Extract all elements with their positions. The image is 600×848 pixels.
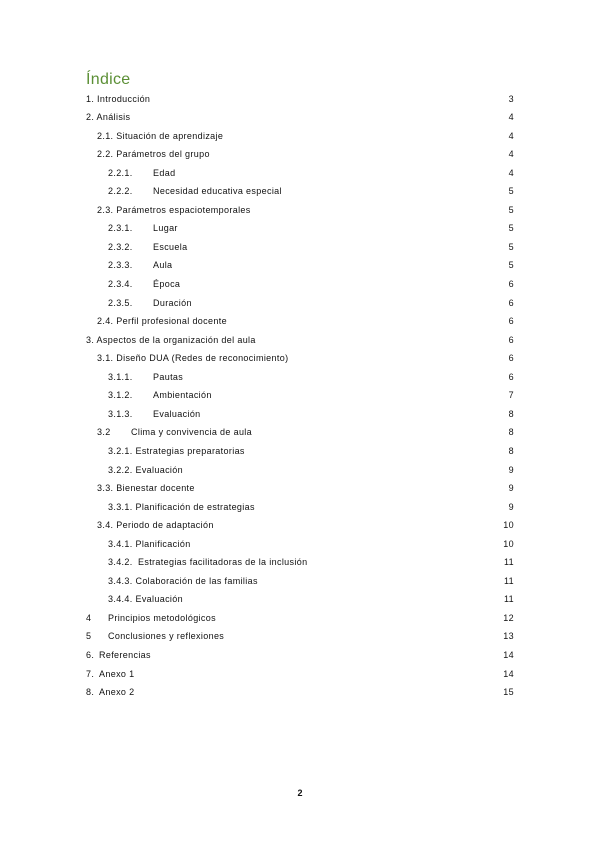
toc-entry-3-4-3[interactable] [0,574,600,588]
toc-number: 2.3. Parámetros espaciotemporales [97,205,251,215]
toc-page: 4 [508,112,514,122]
toc-number: 3.4.2. [108,557,133,567]
toc-number: 3.2.1. Estrategias preparatorias [108,446,245,456]
toc-number: 3.2.2. Evaluación [108,465,183,475]
toc-label: Época [153,279,181,289]
toc-entry-2-2-2[interactable] [0,184,600,198]
toc-entry-3-4-2[interactable] [0,555,600,569]
toc-entry-2-3-4[interactable] [0,277,600,291]
toc-number: 3.3. Bienestar docente [97,483,195,493]
toc-label: Edad [153,168,176,178]
toc-entry-7[interactable] [0,667,600,681]
toc-page: 5 [508,260,514,270]
toc-label: Ambientación [153,390,212,400]
toc-entry-3-1[interactable] [0,351,600,365]
toc-entry-3[interactable] [0,333,600,347]
toc-number: 2.1. Situación de aprendizaje [97,131,224,141]
toc-page: 13 [503,631,514,641]
toc-page: 6 [508,298,514,308]
toc-label: Clima y convivencia de aula [131,427,253,437]
toc-entry-2-4[interactable] [0,314,600,328]
toc-number: 2.3.1. [108,223,133,233]
toc-page: 4 [508,168,514,178]
toc-page: 14 [503,650,514,660]
toc-entry-5[interactable] [0,629,600,643]
toc-entry-2[interactable] [0,110,600,124]
toc-label: Evaluación [153,409,201,419]
toc-number: 2.3.5. [108,298,133,308]
toc-page: 5 [508,242,514,252]
toc-number: 3.4. Periodo de adaptación [97,520,214,530]
toc-entry-2-2[interactable] [0,147,600,161]
page-number: 2 [297,788,303,798]
toc-page: 8 [508,446,514,456]
toc-page: 9 [508,502,514,512]
toc-page: 6 [508,372,514,382]
toc-entry-3-4-1[interactable] [0,537,600,551]
toc-page: 10 [503,539,514,549]
toc-page: 4 [508,131,514,141]
toc-number: 2.2. Parámetros del grupo [97,149,210,159]
toc-number: 2.3.4. [108,279,133,289]
toc-label: Estrategias facilitadoras de la inclusión [138,557,308,567]
toc-number: 8. [86,687,95,697]
toc-label: Necesidad educativa especial [153,186,282,196]
toc-number: 7. [86,669,95,679]
toc-label: Referencias [99,650,151,660]
toc-entry-6[interactable] [0,648,600,662]
toc-page: 14 [503,669,514,679]
toc-label: Aula [153,260,173,270]
toc-page: 11 [503,576,514,586]
toc-page: 6 [508,335,514,345]
toc-entry-3-3-1[interactable] [0,500,600,514]
toc-number: 3.1.3. [108,409,133,419]
toc-entry-2-3[interactable] [0,203,600,217]
toc-page: 3 [508,94,514,104]
toc-label: Conclusiones y reflexiones [108,631,225,641]
toc-entry-3-4-4[interactable] [0,592,600,606]
toc-page: 9 [508,465,514,475]
toc-page: 15 [503,687,514,697]
toc-entry-2-2-1[interactable] [0,166,600,180]
toc-page: 6 [508,353,514,363]
toc-entry-3-2-1[interactable] [0,444,600,458]
toc-entry-3-2-2[interactable] [0,463,600,477]
toc-number: 2. Análisis [86,112,131,122]
toc-entry-2-3-1[interactable] [0,221,600,235]
toc-number: 3.4.1. Planificación [108,539,191,549]
toc-page: 8 [508,409,514,419]
toc-page: 10 [503,520,514,530]
toc-number: 2.2.2. [108,186,133,196]
toc-page: 9 [508,483,514,493]
toc-number: 3.1. Diseño DUA (Redes de reconocimiento) [97,353,289,363]
toc-entry-3-1-3[interactable] [0,407,600,421]
toc-number: 3.3.1. Planificación de estrategias [108,502,255,512]
toc-number: 3. Aspectos de la organización del aula [86,335,256,345]
toc-entry-2-3-3[interactable] [0,258,600,272]
toc-number: 4 [86,613,92,623]
toc-title: Índice [86,71,131,88]
toc-entry-4[interactable] [0,611,600,625]
toc-entry-3-1-1[interactable] [0,370,600,384]
toc-entry-3-2[interactable] [0,425,600,439]
toc-number: 6. [86,650,95,660]
toc-label: Duración [153,298,192,308]
toc-number: 2.4. Perfil profesional docente [97,316,227,326]
toc-entry-2-3-5[interactable] [0,296,600,310]
toc-entry-2-1[interactable] [0,129,600,143]
toc-number: 1. Introducción [86,94,151,104]
toc-page: 6 [508,279,514,289]
toc-page: 5 [508,223,514,233]
toc-label: Escuela [153,242,188,252]
toc-entry-8[interactable] [0,685,600,699]
toc-entry-1[interactable] [0,92,600,106]
toc-number: 5 [86,631,92,641]
toc-label: Anexo 1 [99,669,135,679]
toc-entry-3-1-2[interactable] [0,388,600,402]
toc-page: 8 [508,427,514,437]
toc-page: 11 [503,594,514,604]
toc-number: 2.2.1. [108,168,133,178]
toc-entry-3-3[interactable] [0,481,600,495]
toc-page: 5 [508,186,514,196]
toc-number: 2.3.3. [108,260,133,270]
toc-page: 12 [503,613,514,623]
toc-number: 3.4.3. Colaboración de las familias [108,576,258,586]
toc-entry-2-3-2[interactable] [0,240,600,254]
toc-page: 6 [508,316,514,326]
toc-number: 3.2 [97,427,111,437]
toc-page: 4 [508,149,514,159]
toc-page: 5 [508,205,514,215]
toc-label: Lugar [153,223,178,233]
toc-entry-3-4[interactable] [0,518,600,532]
toc-number: 3.1.2. [108,390,133,400]
toc-label: Principios metodológicos [108,613,216,623]
toc-label: Anexo 2 [99,687,135,697]
toc-label: Pautas [153,372,184,382]
toc-number: 2.3.2. [108,242,133,252]
toc-page: 11 [503,557,514,567]
toc-page: 7 [508,390,514,400]
toc-number: 3.4.4. Evaluación [108,594,183,604]
toc-number: 3.1.1. [108,372,133,382]
